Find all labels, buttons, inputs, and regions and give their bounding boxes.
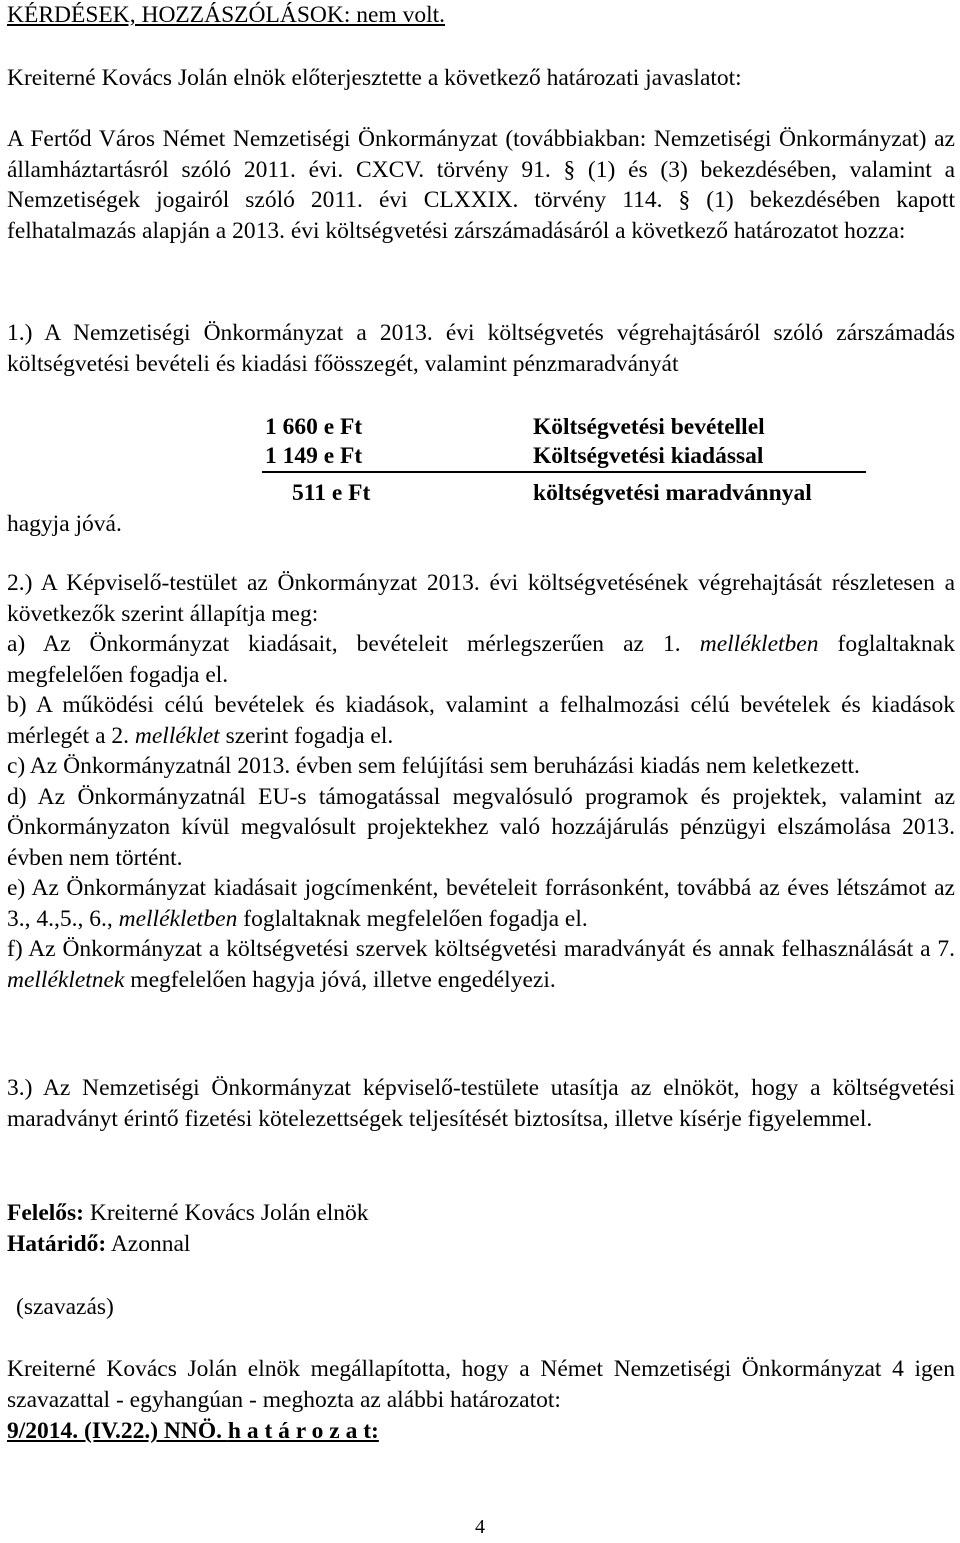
resolution-title	[7, 1416, 955, 1447]
amount-revenue-value: 1 660 e Ft	[265, 414, 363, 440]
responsible-line	[7, 1198, 955, 1229]
approval-text: hagyja jóvá.	[7, 511, 122, 537]
deadline-value: Azonnal	[110, 1231, 191, 1257]
responsible-value: Kreiterné Kovács Jolán elnök	[89, 1200, 369, 1226]
amount-revenue-label: Költségvetési bevétellel	[533, 414, 765, 440]
amount-remainder-value: 511 e Ft	[292, 480, 371, 506]
amount-expense-label: Költségvetési kiadással	[533, 443, 764, 469]
point-2f: f) Az Önkormányzat a költségvetési szervek költségvetési maradványát és annak felhasználását a 7. mellékletnek megfelelően hagyja jóvá, illetve engedélyezi.	[7, 936, 955, 993]
vote-note: (szavazás)	[16, 1294, 114, 1320]
intro-line: Kreiterné Kovács Jolán elnök előterjesztette a következő határozati javaslatot:	[7, 65, 742, 91]
header-no-comments: KÉRDÉSEK, HOZZÁSZÓLÁSOK: nem volt.	[7, 2, 445, 28]
resolution-number: 9/2014. (IV.22.) NNÖ.	[7, 1418, 222, 1444]
responsible-label: Felelős:	[7, 1200, 84, 1226]
deadline-label: Határidő:	[7, 1231, 107, 1257]
point-2b: b) A működési célú bevételek és kiadások, valamint a felhalmozási célú bevételek és kiadások mérlegét a 2. melléklet szerint fogadja el.	[7, 692, 955, 749]
resolution-word: h a t á r o z a t:	[227, 1418, 379, 1444]
point-2a: a) Az Önkormányzat kiadásait, bevételeit mérlegszerűen az 1. mellékletben foglaltaknak megfelelően fogadja el.	[7, 631, 955, 688]
point-2-intro: 2.) A Képviselő-testület az Önkormányzat 2013. évi költségvetésének végrehajtását részletesen a következők szerint állapítja meg:	[7, 570, 955, 627]
point-2-section	[7, 568, 955, 995]
point-2d: d) Az Önkormányzatnál EU-s támogatással megvalósuló programok és projektek, valamint az Önkormányzaton kívül megvalósult projektekhez való hozzájárulás pénzügyi elszámolása 2013. évben nem történt.	[7, 783, 955, 871]
amount-expense-value: 1 149 e Ft	[265, 443, 363, 469]
outcome-paragraph: Kreiterné Kovács Jolán elnök megállapította, hogy a Német Nemzetiségi Önkormányzat 4 igen szavazattal - egyhangúan - meghozta az alábbi határozatot:	[7, 1356, 955, 1413]
deadline-line	[7, 1229, 955, 1260]
point-2e: e) Az Önkormányzat kiadásait jogcímenként, bevételeit forrásonként, továbbá az éves létszámot az 3., 4.,5., 6., mellékletben foglaltaknak megfelelően fogadja el.	[7, 875, 955, 932]
point-3-paragraph: 3.) Az Nemzetiségi Önkormányzat képviselő-testülete utasítja az elnököt, hogy a költségvetési maradványt érintő fizetési kötelezettségek teljesítését biztosítsa, illetve kísérje figyelemmel.	[7, 1075, 955, 1132]
amount-remainder-label: költségvetési maradvánnyal	[533, 480, 812, 506]
point-2c: c) Az Önkormányzatnál 2013. évben sem felújítási sem beruházási kiadás nem keletkezett.	[7, 753, 860, 779]
amount-sum-rule	[262, 471, 866, 473]
page-number: 4	[475, 1516, 485, 1538]
preamble-paragraph: A Fertőd Város Német Nemzetiségi Önkormányzat (továbbiakban: Nemzetiségi Önkormányzat) az államháztartásról szóló 2011. évi. CXCV. törvény 91. § (1) és (3) bekezdésében, valamint a Nemzetiségek jogairól szóló 2011. évi CLXXIX. törvény 114. § (1) bekezdésében kapott felhatalmazás alapján a 2013. évi költségvetési zárszámadásáról a következő határozatot hozza:	[7, 126, 955, 244]
point-1-paragraph: 1.) A Nemzetiségi Önkormányzat a 2013. évi költségvetés végrehajtásáról szóló zárszámadás költségvetési bevételi és kiadási főösszegét, valamint pénzmaradványát	[7, 320, 955, 377]
